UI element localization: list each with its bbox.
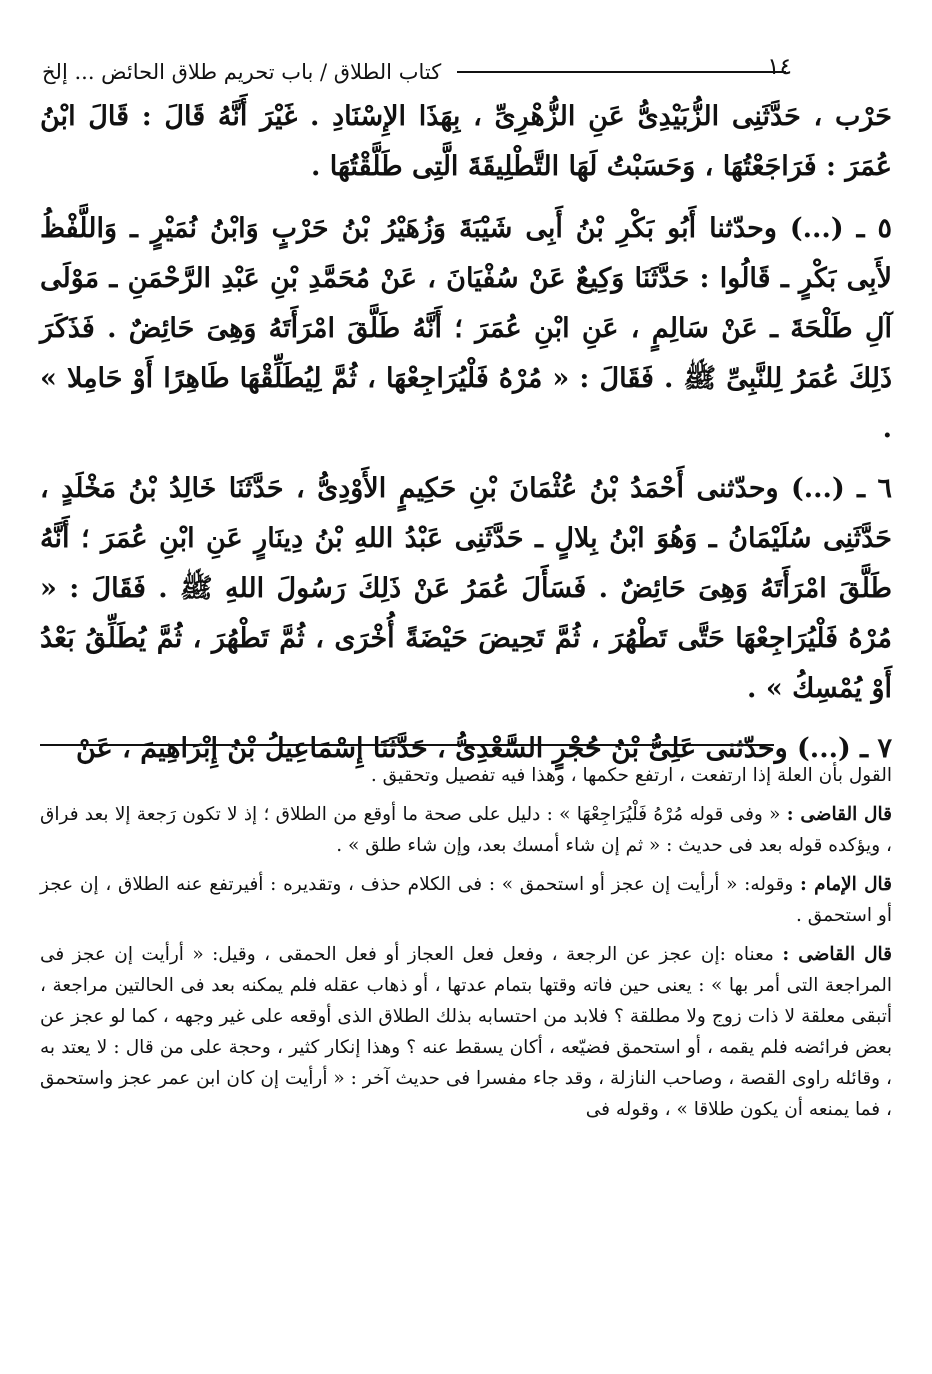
- commentary-paragraph: [40, 799, 892, 861]
- commentary: [40, 760, 892, 1133]
- commentary-speaker: قال القاضى :: [786, 804, 892, 825]
- commentary-speaker: قال الإمام :: [800, 874, 892, 895]
- hadith-paragraph-continuation: حَرْب ، حَدَّثَنِى الزُّبَيْدِىُّ عَنِ الزُّهْرِىِّ ، بِهَذَا الإِسْنَادِ . غَيْرَ أَنَّهُ قَالَ : قَالَ ابْنُ عُمَرَ : فَرَاجَعْتُهَا ، وَحَسَبْتُ لَهَا التَّطْلِيقَةَ الَّتِى طَلَّقْتُهَا .: [40, 101, 892, 182]
- header-rule: [457, 71, 786, 73]
- commentary-paragraph: [40, 869, 892, 931]
- commentary-text: « وفى قوله مُرْهُ فَلْيُرَاجِعْهَا » : دليل على صحة ما أوقع من الطلاق ؛ إذ لا تكون رَجعة إلا بعد فراق ، ويؤكده قوله بعد فى حديث : « ثم إن شاء أمسك بعد، وإن شاء طلق » .: [40, 804, 892, 856]
- commentary-paragraph: [40, 939, 892, 1125]
- hadith-paragraph-6: ٦ ـ (...) وحدّثنى أَحْمَدُ بْنُ عُثْمَانَ بْنِ حَكِيمٍ الأَوْدِىُّ ، حَدَّثَنَا خَالِدُ بْنُ مَخْلَدٍ ، حَدَّثَنِى سُلَيْمَانُ ـ وَهُوَ ابْنُ بِلالٍ ـ حَدَّثَنِى عَبْدُ اللهِ بْنُ دِينَارٍ عَنِ ابْنِ عُمَرَ ؛ أَنَّهُ طَلَّقَ امْرَأَتَهُ وَهِىَ حَائِضٌ . فَسَأَلَ عُمَرُ عَنْ ذَلِكَ رَسُولَ اللهِ ﷺ . فَقَالَ : « مُرْهُ فَلْيُرَاجِعْهَا حَتَّى تَطْهُرَ ، ثُمَّ تَحِيضَ حَيْضَةً أُخْرَى ، ثُمَّ تَطْهُرَ ، ثُمَّ يُطَلِّقُ بَعْدُ أَوْ يُمْسِكُ » .: [40, 473, 892, 704]
- page-number: ١٤: [767, 54, 792, 80]
- commentary-paragraph: القول بأن العلة إذا ارتفعت ، ارتفع حكمها ، وهذا فيه تفصيل وتحقيق .: [370, 765, 892, 786]
- hadith-paragraph-5: ٥ ـ (...) وحدّثنا أَبُو بَكْرِ بْنُ أَبِى شَيْبَةَ وَزُهَيْرُ بْنُ حَرْبٍ وَابْنُ نُمَيْرٍ ـ وَاللَّفْظُ لأَبِى بَكْرٍ ـ قَالُوا : حَدَّثَنَا وَكِيعٌ عَنْ سُفْيَانَ ، عَنْ مُحَمَّدِ بْنِ عَبْدِ الرَّحْمَنِ ـ مَوْلَى آلِ طَلْحَةَ ـ عَنْ سَالِمٍ ، عَنِ ابْنِ عُمَرَ ؛ أَنَّهُ طَلَّقَ امْرَأَتَهُ وَهِىَ حَائِضٌ . فَذَكَرَ ذَلِكَ عُمَرُ لِلنَّبِىِّ ﷺ . فَقَالَ : « مُرْهُ فَلْيُرَاجِعْهَا ، ثُمَّ لِيُطَلِّقْهَا طَاهِرًا أَوْ حَامِلا » .: [40, 213, 892, 444]
- commentary-text: معناه :إن عجز عن الرجعة ، وفعل فعل العجاز أو فعل الحمقى ، وقيل: « أرأيت إن عجز فى المراجعة التى أمر بها » : يعنى حين فاته وقتها بتمام عدتها ، أو ذهاب عقله فلم يمكنه بعد فى الحالتين مراجعة ، أتبقى معلقة لا ذات زوج ولا مطلقة ؟ فلابد من احتسابه بذلك الطلاق الذى أوقعه على غير وجهه ، كما لو عجز عن بعض فرائضه فلم يقمه ، أو استحمق فضيّعه ، أكان يسقط عنه ؟ وهذا إنكار كثير ، وحجة على من قال : لا يعتد به ، وقائله راوى القصة ، وصاحب النازلة ، وقد جاء مفسرا فى حديث آخر : « أرأيت إن كان ابن عمر عجز واستحمق ، فما يمنعه أن يكون طلاقا » ، وقوله فى: [40, 944, 892, 1120]
- main-text: [40, 92, 892, 784]
- hadith-paragraph-7: ٧ ـ (...) وحدّثنى عَلِىُّ بْنُ حُجْرٍ السَّعْدِىُّ ، حَدَّثَنَا إِسْمَاعِيلُ بْنُ إِبْرَاهِيمَ ، عَنْ: [76, 733, 892, 764]
- commentary-text: وقوله: « أرأيت إن عجز أو استحمق » : فى الكلام حذف ، وتقديره : أفيرتفع عنه الطلاق ، إن عجز أو استحمق .: [40, 874, 892, 926]
- running-header: [42, 54, 802, 90]
- commentary-speaker: قال القاضى :: [782, 944, 892, 965]
- footnote-separator: [40, 744, 774, 746]
- running-title: كتاب الطلاق / باب تحريم طلاق الحائض ... إلخ: [42, 60, 442, 84]
